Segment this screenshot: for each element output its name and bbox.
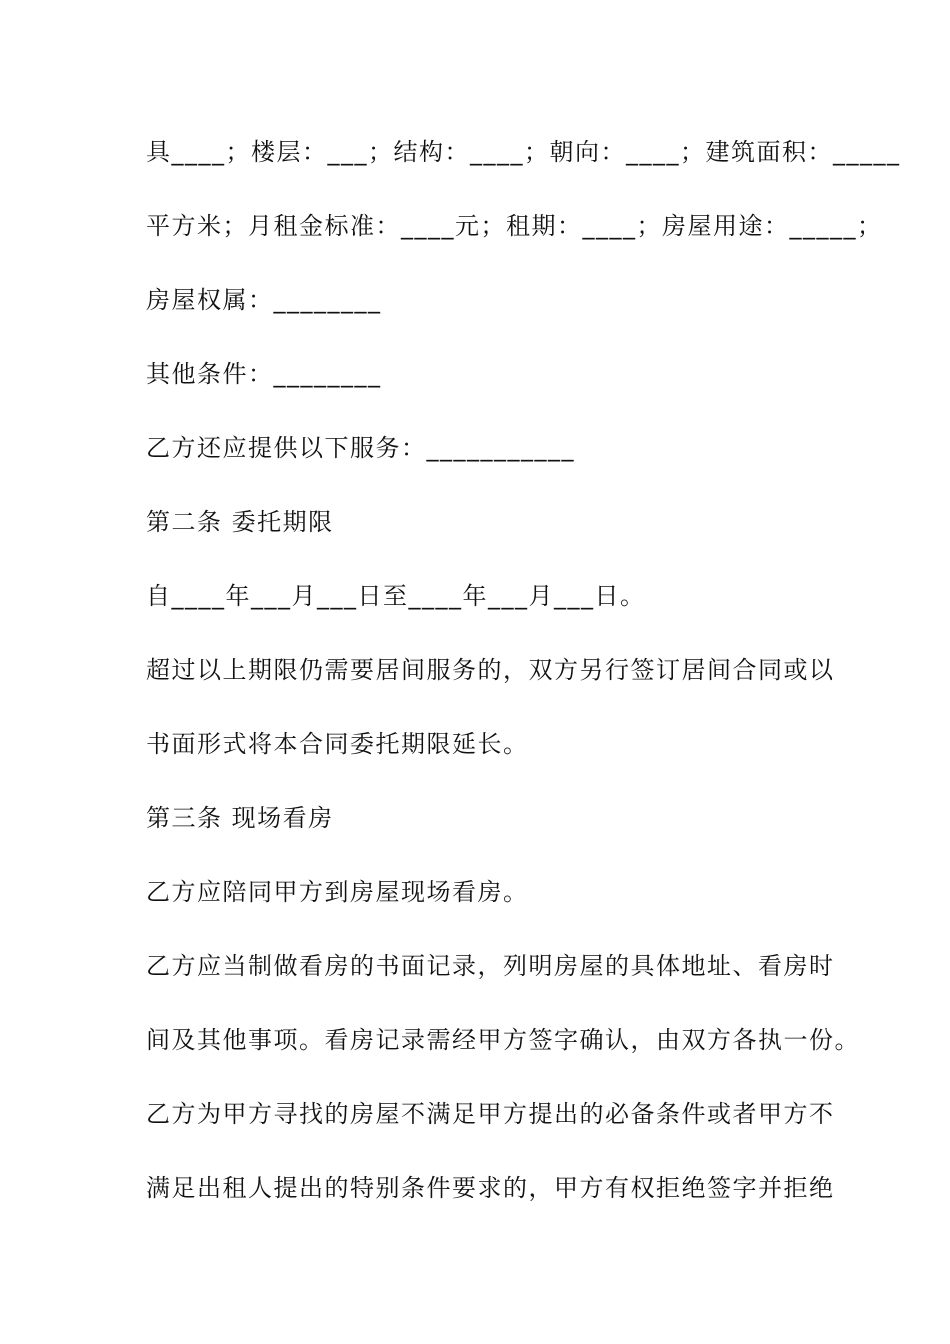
paragraph-line: 乙方为甲方寻找的房屋不满足甲方提出的必备条件或者甲方不 bbox=[146, 1100, 835, 1128]
paragraph-line: 间及其他事项。看房记录需经甲方签字确认，由双方各执一份。 bbox=[146, 1026, 860, 1054]
paragraph-line: 书面形式将本合同委托期限延长。 bbox=[146, 730, 529, 758]
property-ownership-line: 房屋权属：________ bbox=[146, 286, 382, 314]
property-details-line-2: 平方米；月租金标准：____元；租期：____；房屋用途：_____； bbox=[146, 212, 883, 240]
article-3-heading: 第三条 现场看房 bbox=[146, 804, 334, 832]
paragraph-line: 乙方应当制做看房的书面记录，列明房屋的具体地址、看房时 bbox=[146, 952, 835, 980]
additional-services-line: 乙方还应提供以下服务：___________ bbox=[146, 434, 575, 462]
other-conditions-line: 其他条件：________ bbox=[146, 360, 382, 388]
property-details-line-1: 具____；楼层：___；结构：____；朝向：____；建筑面积：_____ bbox=[146, 138, 901, 166]
paragraph-line: 乙方应陪同甲方到房屋现场看房。 bbox=[146, 878, 529, 906]
commission-period-line: 自____年___月___日至____年___月___日。 bbox=[146, 582, 646, 610]
article-2-heading: 第二条 委托期限 bbox=[146, 508, 334, 536]
paragraph-line: 超过以上期限仍需要居间服务的，双方另行签订居间合同或以 bbox=[146, 656, 835, 684]
paragraph-line: 满足出租人提出的特别条件要求的，甲方有权拒绝签字并拒绝 bbox=[146, 1174, 835, 1202]
